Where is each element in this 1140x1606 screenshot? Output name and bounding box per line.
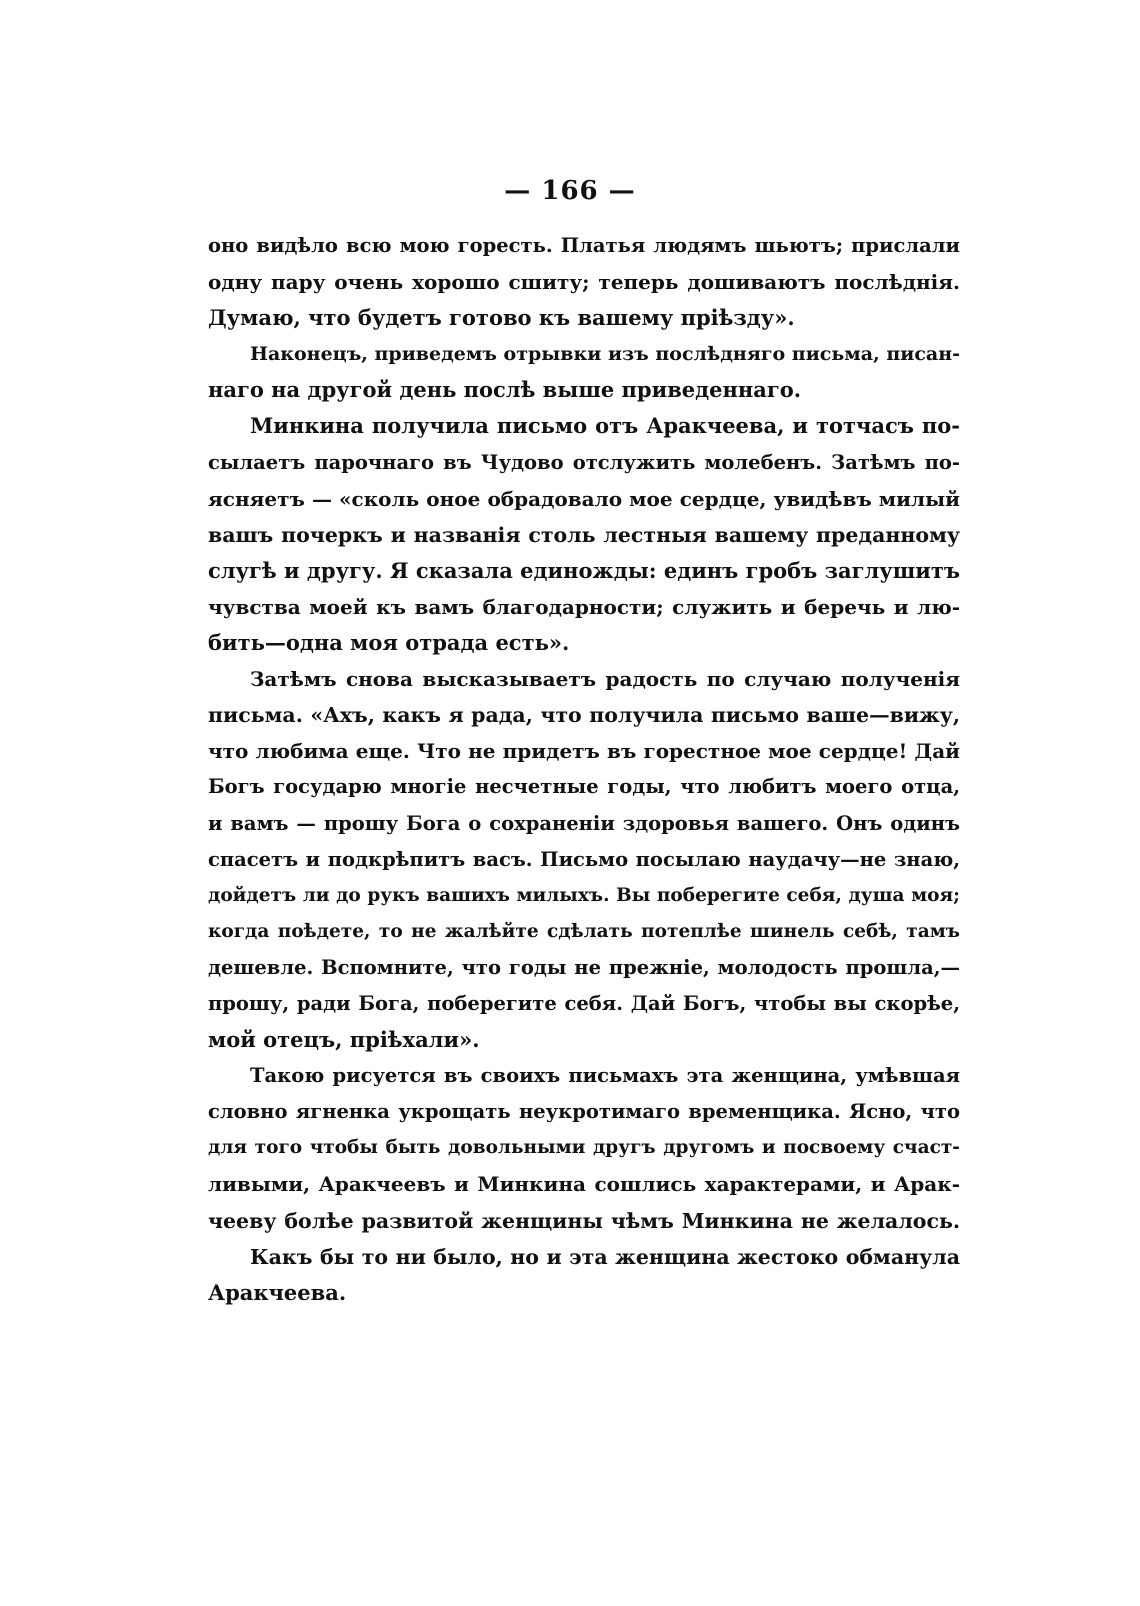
text-line: бить—одна моя отрада есть».	[208, 630, 570, 656]
text-line: Думаю, что будетъ готово къ вашему пріѣзду».	[208, 305, 795, 331]
text-line: Какъ бы то ни было, но и эта женщина жестоко обманула	[250, 1244, 960, 1269]
page-number: — 166 —	[504, 176, 636, 206]
text-line: одну пару очень хорошо сшиту; теперь дошиваютъ послѣднія.	[208, 270, 960, 295]
text-line: сылаетъ парочнаго въ Чудово отслужить молебенъ. Затѣмъ по-	[208, 450, 960, 474]
text-line: наго на другой день послѣ выше приведеннаго.	[208, 377, 802, 403]
text-line: письма. «Ахъ, какъ я рада, что получила письмо ваше—вижу,	[208, 703, 960, 728]
text-line: вашъ почеркъ и названія столь лестныя вашему преданному	[208, 522, 960, 547]
text-line: спасетъ и подкрѣпитъ васъ. Письмо посылаю наудачу—не знаю,	[208, 847, 960, 871]
text-line: слугѣ и другу. Я сказала единожды: единъ гробъ заглушитъ	[208, 557, 960, 583]
text-line: Богъ государю многіе несчетные годы, что любитъ моего отца,	[208, 775, 960, 799]
text-line: дешевле. Вспомните, что годы не прежніе, молодость прошла,—	[208, 955, 960, 979]
text-line: ливыми, Аракчеевъ и Минкина сошлись характерами, и Арак-	[208, 1172, 960, 1197]
text-line: дойдетъ ли до рукъ вашихъ милыхъ. Вы поберегите себя, душа моя;	[208, 884, 960, 906]
text-line: и вамъ — прошу Бога о сохраненіи здоровья вашего. Онъ одинъ	[208, 811, 960, 835]
text-line: чувства моей къ вамъ благодарности; служить и беречь и лю-	[208, 594, 960, 619]
text-line: Минкина получила письмо отъ Аракчеева, и тотчасъ по-	[250, 413, 960, 439]
text-line: для того чтобы быть довольными другъ другомъ и посвоему счаст-	[208, 1137, 960, 1159]
text-line: оно видѣло всю мою горесть. Платья людямъ шьютъ; прислали	[208, 234, 960, 257]
text-line: прошу, ради Бога, поберегите себя. Дай Богъ, чтобы вы скорѣе,	[208, 991, 960, 1015]
text-line: мой отецъ, пріѣхали».	[208, 1027, 480, 1053]
text-line: что любима еще. Что не придетъ въ горестное мое сердце! Дай	[208, 739, 960, 764]
text-line: Аракчеева.	[208, 1279, 347, 1305]
text-body	[208, 228, 960, 1311]
text-line: когда поѣдете, то не жалѣйте сдѣлать потеплѣе шинель себѣ, тамъ	[208, 920, 960, 942]
text-line: Затѣмъ снова высказываетъ радость по случаю полученія	[250, 667, 960, 692]
text-line: ясняетъ — «сколь оное обрадовало мое сердце, увидѣвъ милый	[208, 486, 960, 511]
text-line: словно ягненка укрощать неукротимаго временщика. Ясно, что	[208, 1100, 960, 1124]
text-line: Такою рисуется въ своихъ письмахъ эта женщина, умѣвшая	[250, 1064, 960, 1088]
text-line: Наконецъ, приведемъ отрывки изъ послѣдняго письма, писан-	[250, 343, 960, 366]
text-line: чееву болѣе развитой женщины чѣмъ Минкина не желалось.	[208, 1208, 960, 1233]
